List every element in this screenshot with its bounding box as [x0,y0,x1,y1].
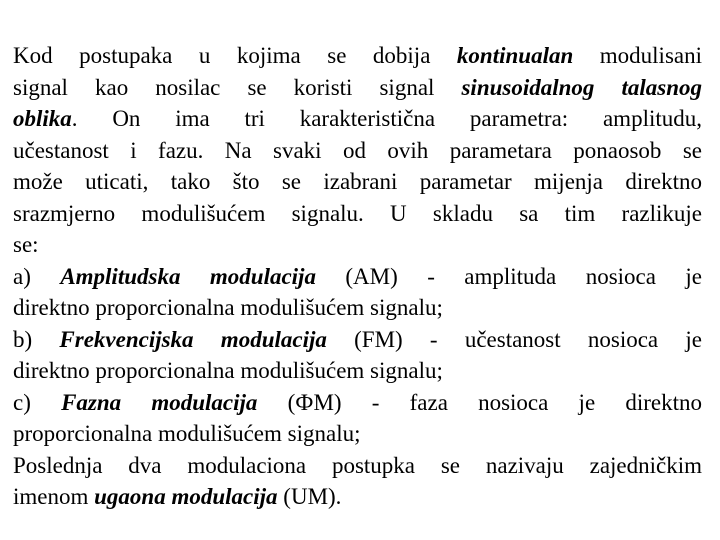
emphasis-term: Amplitudska modulacija [60,263,316,289]
list-marker: c) [13,389,62,415]
text-run: modulisani [573,43,702,68]
list-marker: a) [13,263,61,289]
emphasis-term: Frekvencijska modulacija [59,326,327,352]
text-run: (AM) - amplituda nosioca je [315,263,702,289]
text-run: Poslednja dva modulaciona postupka se nazivaju zajedničkim [13,452,702,478]
text-run: učestanost i fazu. Na svaki od ovih parametara ponaosob se [13,137,702,163]
text-run: imenom [13,484,95,509]
text-run: direktno proporcionalna modulišućem signalu; [13,358,443,383]
text-run: direktno proporcionalna modulišućem signalu; [13,295,443,320]
text-run: srazmjerno modulišućem signalu. U skladu sa tim razlikuje [13,200,702,226]
document-page [13,40,702,513]
text-line [13,229,702,261]
text-run: signal kao nosilac se koristi signal [13,74,462,100]
text-line [13,103,702,135]
list-item-fm [13,324,702,356]
text-run: (ФМ) - faza nosioca je direktno [257,389,702,415]
emphasis-term: Fazna modulacija [61,389,258,415]
list-marker: b) [13,326,60,352]
text-line [13,481,702,513]
text-line [13,198,702,230]
text-line [13,355,702,387]
emphasis-term: sinusoidalnog talasnog [461,74,703,100]
emphasis-term: kontinualan [456,43,574,68]
text-line [13,166,702,198]
text-run: (FM) - učestanost nosioca je [326,326,702,352]
text-run: Kod postupaka u kojima se dobija [13,43,457,68]
text-run: (UM). [277,484,342,509]
text-line [13,450,702,482]
text-run: . On ima tri karakteristična parametra: amplitudu, [71,106,702,131]
text-line [13,135,702,167]
text-run: može uticati, tako što se izabrani parametar mijenja direktno [13,169,702,194]
list-item-am [13,261,702,293]
list-item-phm [13,387,702,419]
emphasis-term: ugaona modulacija [94,484,278,509]
text-line [13,72,702,104]
text-line [13,40,702,72]
text-run: proporcionalna modulišućem signalu; [13,421,361,446]
emphasis-term: oblika [13,106,72,131]
text-run: se: [13,232,39,257]
text-line [13,418,702,450]
text-line [13,292,702,324]
